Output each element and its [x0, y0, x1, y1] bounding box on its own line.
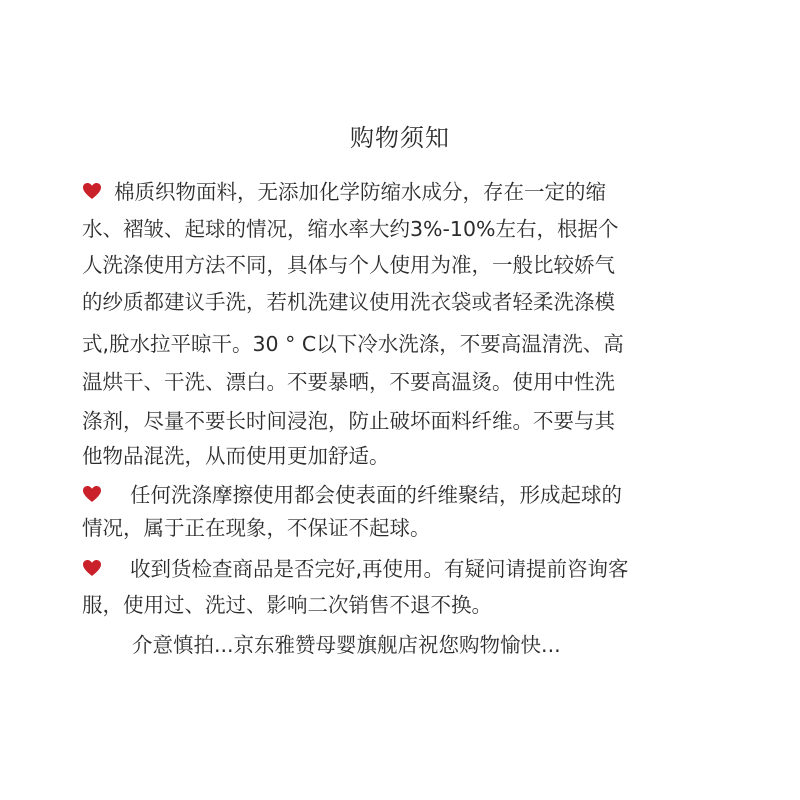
notice-line: 情况，属于正在现象，不保证不起球。: [82, 516, 431, 540]
notice-line: 服，使用过、洗过、影响二次销售不退不换。: [82, 593, 492, 617]
page-title: 购物须知: [350, 124, 450, 152]
notice-line: 的纱质都建议手洗，若机洗建议使用洗衣袋或者轻柔洗涤模: [82, 290, 615, 314]
heart-icon: [82, 559, 102, 577]
heart-icon: [82, 485, 102, 503]
notice-line: 任何洗涤摩擦使用都会使表面的纤维聚结，形成起球的: [82, 480, 622, 510]
notice-line: 涤剂，尽量不要长时间浸泡，防止破坏面料纤维。不要与其: [82, 409, 615, 433]
notice-line: 温烘干、干洗、漂白。不要暴晒，不要高温烫。使用中性洗: [82, 370, 615, 394]
notice-line: 水、褶皱、起球的情况，缩水率大约3%-10%左右，根据个: [82, 217, 619, 241]
heart-icon: [82, 182, 102, 200]
notice-line: 棉质织物面料，无添加化学防缩水成分，存在一定的缩: [82, 177, 606, 207]
notice-line: 人洗涤使用方法不同，具体与个人使用为准，一般比较娇气: [82, 253, 615, 277]
closing-line: 介意慎拍...京东雅赞母婴旗舰店祝您购物愉快...: [132, 633, 561, 657]
notice-line: 式,脫水拉平晾干。30 ° C以下冷水洗涤，不要高温清洗、高: [82, 332, 624, 356]
notice-line: 收到货检查商品是否完好,再使用。有疑问请提前咨询客: [82, 554, 629, 584]
notice-line: 他物品混洗，从而使用更加舒适。: [82, 444, 390, 468]
